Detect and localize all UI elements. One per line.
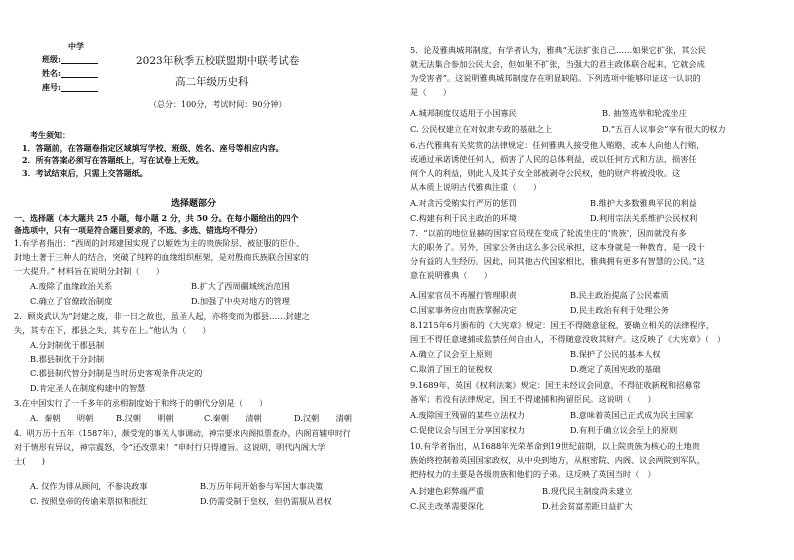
q7-option-a[interactable]: A.国家官员不再履行管理职责 — [410, 290, 517, 300]
q9-stem-line-1: 9.1689年，英国《权利法案》规定：国王未经议会同意，不得征收新税和招募常 — [410, 380, 701, 390]
q10-option-a[interactable]: A.封建色彩弊端严重 — [410, 486, 485, 496]
q7-stem-line-1: 7．“以前的地位显赫的国家官员现在变成了轮流坐庄的‘贵族’，因而就没有多 — [410, 228, 687, 238]
q1-option-c[interactable]: C.确立了官僚政治制度 — [30, 296, 113, 306]
q8-stem-line-1: 8.1215年6月颁布的《大宪章》规定：国王不得随意征税，要确立相关的法律程序， — [410, 320, 715, 330]
q4-option-a[interactable]: A. 仅作为徘从顾问，不参决政事 — [30, 481, 148, 491]
q8-stem-line-2: 国王不得任意逮捕或监禁任何自由人，不得随意没收其财产。这反映了《大宪章》（ ） — [410, 334, 726, 344]
q5-option-b[interactable]: B. 抽签选举和轮流坐庄 — [602, 108, 687, 118]
q10-option-c[interactable]: C.民主改革需要深化 — [410, 501, 485, 511]
q4-stem-line-1: 4．明万历十五年（1587年），颇受宠的事关人事调动，神宗要求内阁拟票查办，内阁首辅申时行 — [14, 429, 351, 438]
q7-stem-line-4: 意在说明雅典（ ） — [410, 270, 492, 280]
q2-option-c[interactable]: C.郡县制代替分封制是当时历史客观条件决定的 — [30, 368, 203, 378]
q3-option-d[interactable]: D.汉朝 清朝 — [294, 413, 352, 423]
q6-stem-line-4: 从本质上说明古代雅典注重（ ） — [410, 182, 542, 192]
q8-option-b[interactable]: B.保护了公民的基本人权 — [570, 349, 661, 359]
q5-stem-line-1: 5．论及雅典城邦制度，有学者认为，雅典“无法扩张自己……如果它扩张，其公民 — [410, 45, 706, 55]
q9-option-c[interactable]: C.促使议会与国王分享国家权力 — [410, 425, 526, 435]
q5-option-d[interactable]: D.“五百人议事会”享有很大的权力 — [602, 124, 726, 134]
q2-stem-line-2: 失，其专在下，郡县之失，其专在上。”他认为（ ） — [14, 325, 211, 335]
q6-option-b[interactable]: B.维护大多数雅典平民的利益 — [590, 198, 697, 208]
q3-stem: 3.在中国实行了一千多年的丞相制度始于和终于的朝代分别是（ ） — [14, 398, 268, 408]
q3-option-a[interactable]: A．秦朝 明朝 — [30, 413, 94, 423]
name-input-line[interactable] — [61, 70, 98, 78]
q9-stem-line-2: 备军；若没有法律规定，国王不得逮捕和拘留臣民。这说明（ ） — [410, 394, 656, 404]
q2-stem-line-1: 2．顾炎武认为“封建之废，非一日之故也，虽圣人起，亦将变而为郡县……封建之 — [14, 311, 310, 321]
q5-option-c[interactable]: C. 公民权建立在对奴隶专政的基础之上 — [410, 124, 553, 134]
q1-stem-line-3: 一大提升。” 材料旨在说明分封制（ ） — [14, 266, 165, 276]
q10-stem-line-2: 族始终控制着英国国家政权，从中央到地方，从枢密院、内阁、议会两院到军队， — [410, 455, 705, 465]
seat-label: 座号: — [42, 82, 61, 92]
q7-option-c[interactable]: C.国家事务应由贵族掌握决定 — [410, 305, 517, 315]
exam-title: 2023年秋季五校联盟期中联考试卷 — [136, 55, 300, 67]
exam-subtitle: 高二年级历史科 — [175, 76, 249, 88]
q3-option-b[interactable]: B.汉朝 明朝 — [116, 413, 174, 423]
name-field — [42, 68, 98, 78]
q1-stem-line-2: 封地土著于三种人的结合，突破了纯粹的血缘组织框架，是对殷商氏族联合国家的 — [14, 252, 309, 262]
q2-option-d[interactable]: D.肯定圣人在制度构建中的智慧 — [30, 383, 146, 393]
left-column — [8, 0, 394, 560]
q7-stem-line-2: 大的职务了。另外，国家公务由这么多公民承担，这本身就是一种教育，是一段十 — [410, 242, 705, 252]
q5-stem-line-2: 就无法集合参加公民大会，但如果不扩张，当强大的君主政体联合起来，它就会成 — [410, 59, 705, 69]
section-intro-line-1: 一、选择题（本大题共 25 小题，每小题 2 分，共 50 分。在每小题给出的四个 — [14, 213, 299, 223]
seat-input-line[interactable] — [61, 84, 98, 92]
score-time: （总分：100分，考试时间：90分钟） — [149, 100, 287, 109]
q4-option-b[interactable]: B.万历年间开始参与军国大事决策 — [200, 481, 324, 491]
right-column — [406, 0, 788, 560]
q4-option-c[interactable]: C. 按照皇帝的传谕来票拟和批红 — [30, 496, 148, 506]
q5-stem-line-4: 是（ ） — [410, 87, 451, 97]
q6-option-d[interactable]: D.利用宗法关系维护公民权利 — [590, 213, 698, 223]
q8-option-a[interactable]: A.确立了议会至上原则 — [410, 349, 493, 359]
q9-option-a[interactable]: A.废除国王残留的某些立法权力 — [410, 410, 525, 420]
q9-option-d[interactable]: D.有利于确立议会至上的原则 — [570, 425, 678, 435]
notice-item-2: 2．所有答案必须写在答题纸上，写在试卷上无效。 — [22, 155, 204, 165]
q6-option-a[interactable]: A.对贪污受贿实行严厉的惩罚 — [410, 198, 517, 208]
section-intro-line-2: 备选项中，只有一项是符合题目要求的，不选、多选、错选均不得分） — [14, 225, 262, 235]
q10-option-b[interactable]: B.现代民主制度尚未建立 — [542, 486, 633, 496]
q5-option-a[interactable]: A.城邦制度仅适用于小国寡民 — [410, 108, 517, 118]
q7-option-b[interactable]: B.民主政治提高了公民素质 — [570, 290, 669, 300]
q5-stem-line-3: 为受害者”。这说明雅典城邦制度存在明显缺陷。下列选项中能够印证这一认识的 — [410, 73, 701, 83]
q4-stem-line-3: 士( ) — [14, 456, 45, 466]
q7-stem-line-3: 分有益的人生经历。因此，同其他古代国家相比，雅典拥有更多有智慧的公民。”这 — [410, 256, 705, 266]
class-field — [42, 54, 98, 64]
q9-option-b[interactable]: B.意味着英国已正式成为民主国家 — [570, 410, 694, 420]
seat-field — [42, 82, 98, 92]
q6-option-c[interactable]: C.构建有利于民主政治的环境 — [410, 213, 517, 223]
q6-stem-line-1: 6.古代雅典有关奖赏的法律规定：任何雅典人接受他人贿赂，或本人向他人行贿， — [410, 140, 705, 150]
notice-item-1: 1．答题前，在答题卷指定区域填写学校、班级、姓名、座号等相应内容。 — [22, 143, 284, 153]
q4-option-d[interactable]: D.仍需受制于皇权，但仍需服从君权 — [200, 496, 332, 506]
class-input-line[interactable] — [61, 56, 98, 64]
q7-option-d[interactable]: D.民主政治有利于处理公务 — [570, 305, 669, 315]
name-label: 姓名: — [42, 68, 61, 78]
q1-option-b[interactable]: B.扩大了西周疆域统治范围 — [191, 281, 290, 291]
q1-stem-line-1: 1.有学者指出：“西周的封邦建国实现了以姬姓为主的贵族阶层、被征服的臣仆、 — [14, 238, 305, 248]
q2-option-a[interactable]: A.分封制优于郡县制 — [30, 340, 105, 350]
q4-stem-line-2: 对于情形有异议，神宗震怒，令“还改票来！”申时行只得遵旨。这说明，明代内阁大学 — [14, 442, 326, 452]
q1-option-d[interactable]: D.加强了中央对地方的管理 — [191, 296, 290, 306]
q8-option-d[interactable]: D.奠定了英国宪政的基础 — [570, 364, 661, 374]
notice-item-3: 3．考试结束后，只需上交答题纸。 — [22, 168, 148, 178]
section-title: 选择题部分 — [171, 199, 217, 209]
q1-option-a[interactable]: A.废除了血缘政治关系 — [30, 281, 113, 291]
school-suffix: 中学 — [68, 41, 84, 51]
q10-stem-line-1: 10.有学者指出，从1688年光荣革命到19世纪前期，以上院贵族为核心的土地贵 — [410, 441, 700, 451]
q6-stem-line-2: 或通过承诺诱使任何人，损害了人民的总体利益，或以任何方式和方法，损害任 — [410, 154, 697, 164]
q2-option-b[interactable]: B.郡县制优于分封制 — [30, 354, 105, 364]
class-label: 班级: — [42, 54, 61, 64]
q8-option-c[interactable]: C.取消了国王的征税权 — [410, 364, 493, 374]
q10-stem-line-3: 把持权力的主要是各级贵族和他们的子弟。这反映了英国当时（ ） — [410, 469, 656, 479]
q10-option-d[interactable]: D.社会贫富差距日益扩大 — [542, 501, 633, 511]
q6-stem-line-3: 何个人的利益，则此人及其子女全部被剥夺公民权，他的财产将被没收。这 — [410, 168, 681, 178]
q3-option-c[interactable]: C.秦朝 清朝 — [204, 413, 262, 423]
notice-heading: 考生须知： — [30, 130, 70, 140]
